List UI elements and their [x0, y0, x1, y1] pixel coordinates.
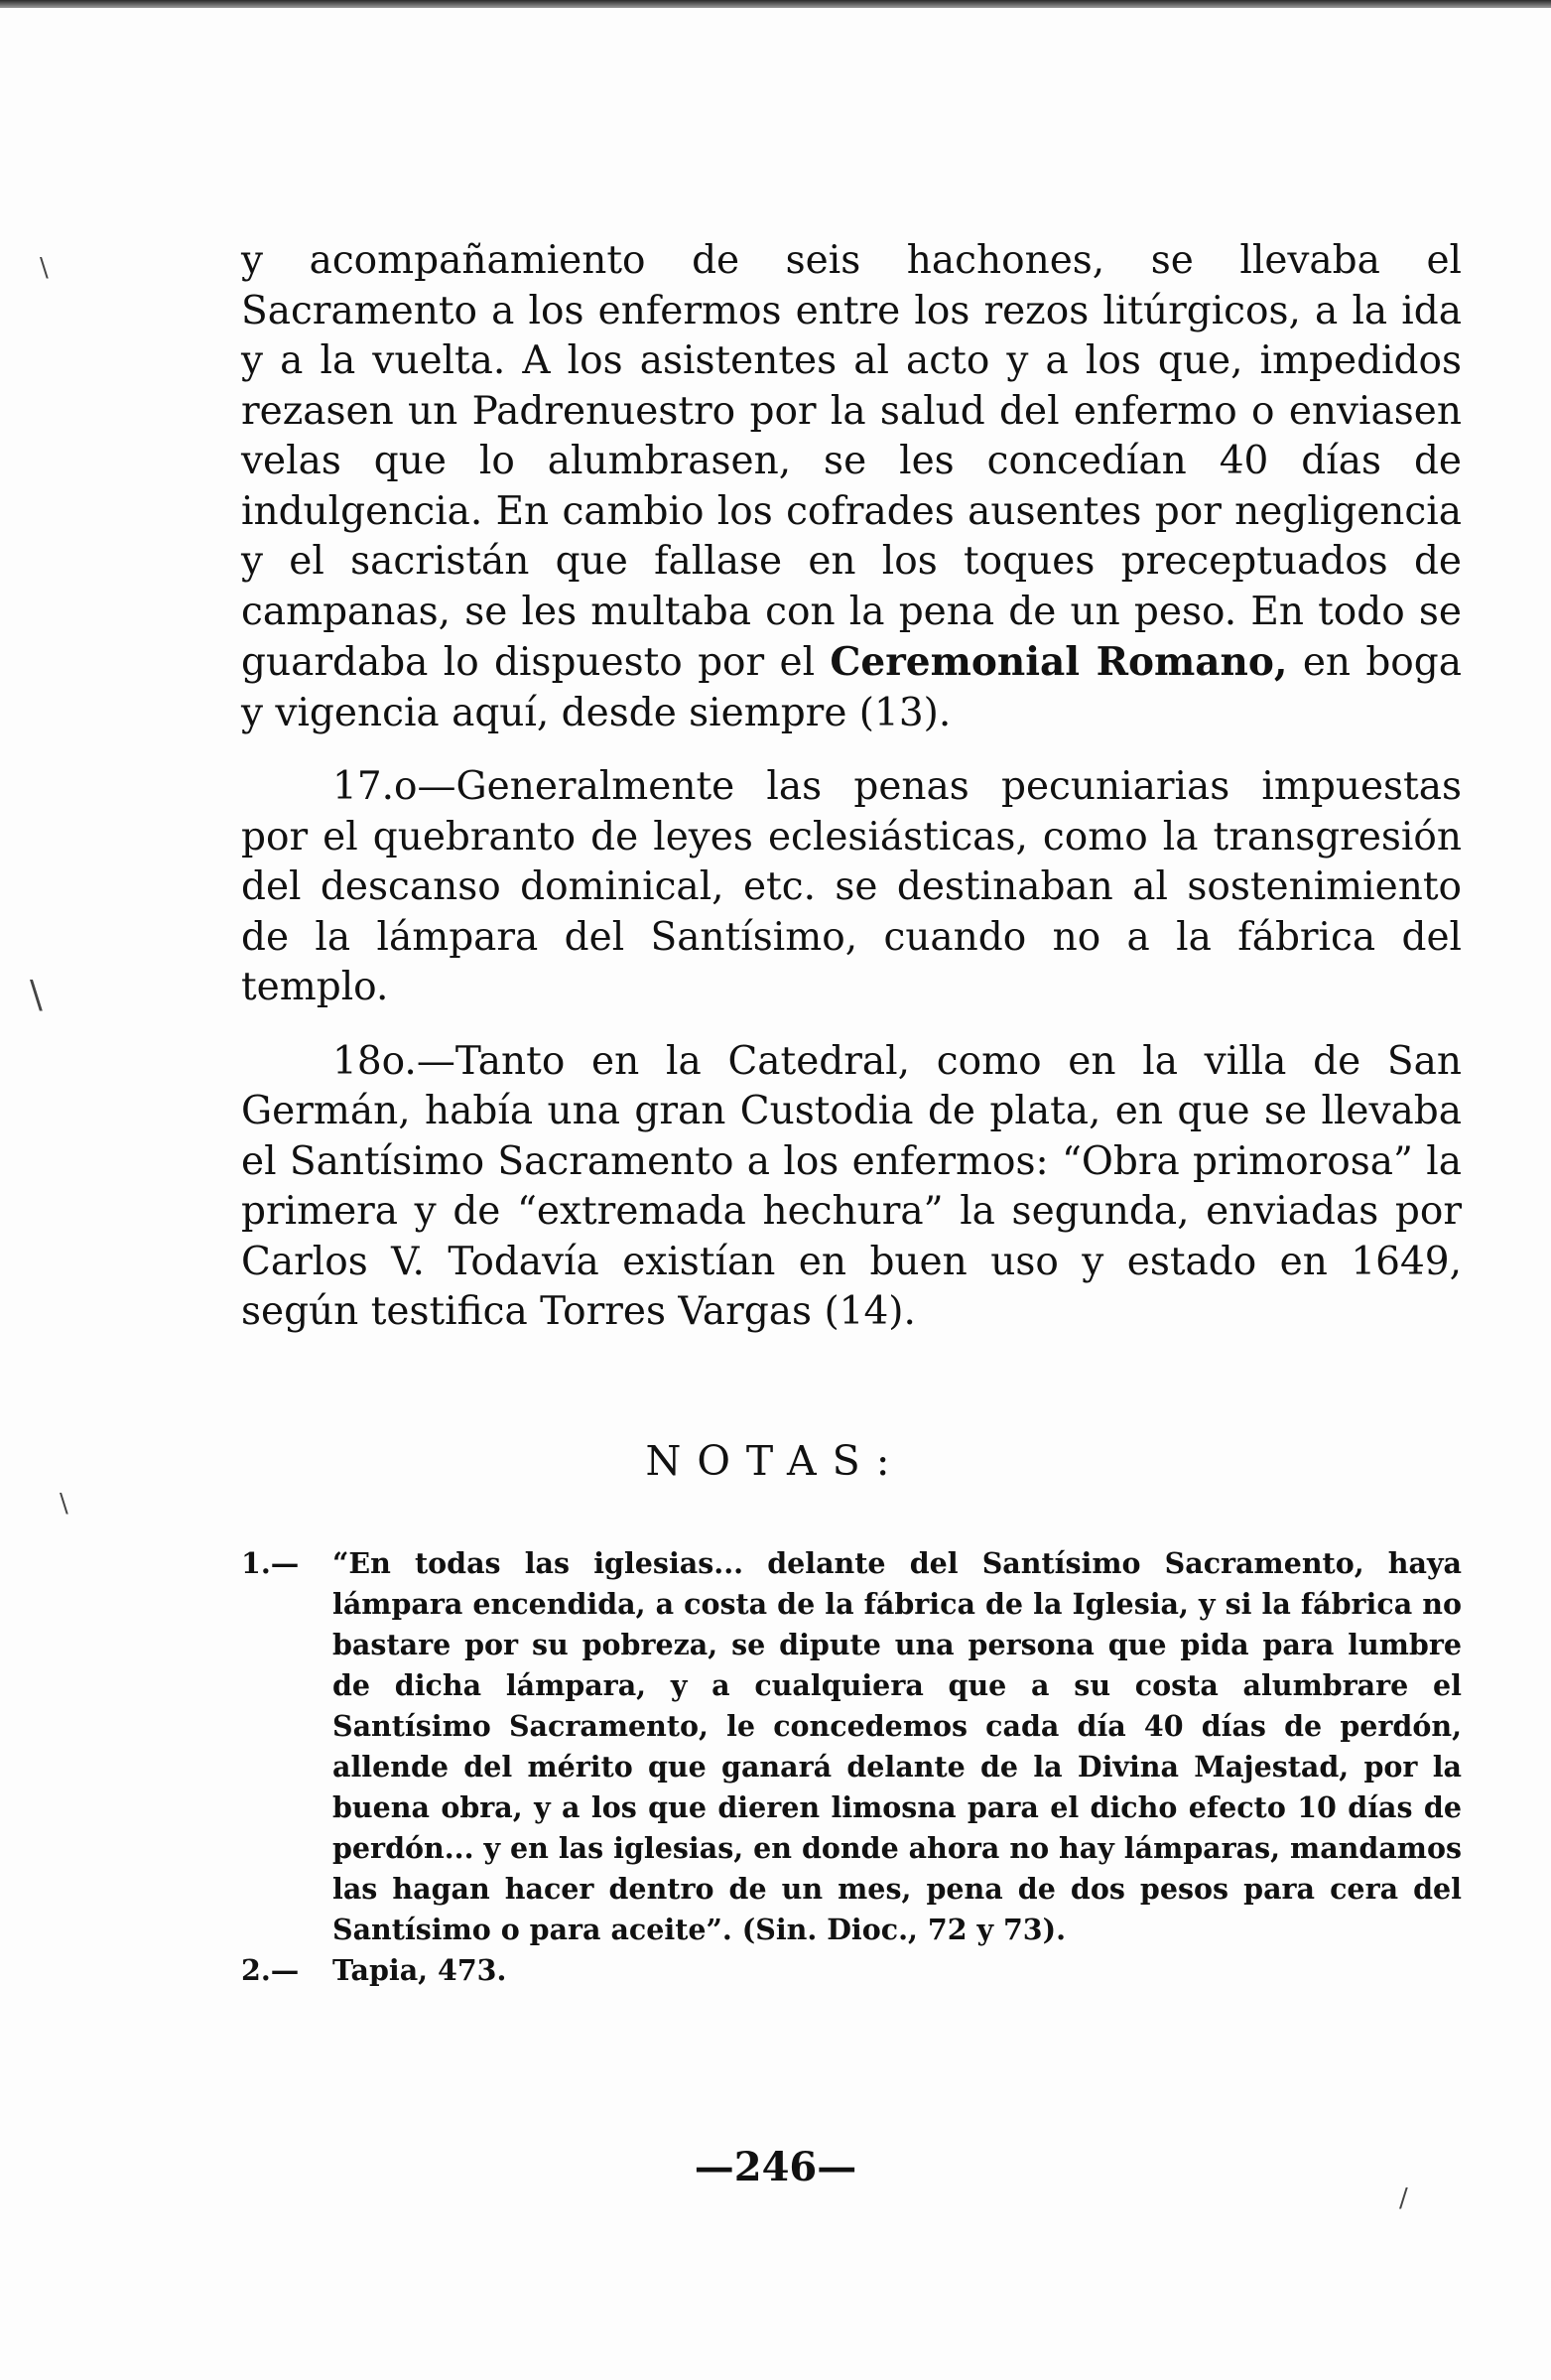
top-edge-shadow — [0, 0, 1551, 8]
scan-speck: \ — [40, 253, 49, 283]
scan-speck: / — [1399, 2183, 1408, 2213]
ceremonial-romano-title: Ceremonial Romano, — [830, 639, 1288, 685]
footnote-text: Tapia, 473. — [332, 1953, 507, 1987]
paragraph-17: 17.o—Generalmente las penas pecuniarias impuestas por el quebranto de leyes eclesiásticas, como la transgresión del descanso dominical, etc. se destinaban al sostenimiento de la lámpara del Santísimo, cuando no a la fábrica del templo. — [241, 764, 1462, 1009]
paragraph-18: 18o.—Tanto en la Catedral, como en la villa de San Germán, había una gran Custodia de plata, en que se llevaba el Santísimo Sacramento a los enfermos: “Obra primorosa” la primera y de “extremada hechura” la segunda, enviadas por Carlos V. Todavía existían en buen uso y estado en 1649, según testifica Torres Vargas (14). — [241, 1038, 1462, 1334]
scan-speck: \ — [30, 973, 43, 1016]
footnote-number: 2.— — [241, 1953, 300, 1987]
main-text — [241, 236, 1462, 1338]
footnote-text: “En todas las iglesias... delante del Santísimo Sacramento, haya lámpara encendida, a costa de la fábrica de la Iglesia, y si la fábrica no bastare por su pobreza, se dipute una persona que pida para lumbre de dicha lámpara, y a cualquiera que a su costa alumbrare el Santísimo Sacramento, le concedemos cada día 40 días de perdón, allende del mérito que ganará delante de la Divina Majestad, por la buena obra, y a los que dieren limosna para el dicho efecto 10 días de perdón... y en las iglesias, en donde ahora no hay lámparas, mandamos las hagan hacer dentro de un mes, pena de dos pesos para cera del Santísimo o para aceite”. (Sin. Dioc., 72 y 73). — [332, 1546, 1462, 1946]
footnote — [241, 1543, 1462, 1950]
paragraph-text-end: en boga y vigencia aquí, desde siempre (13). — [241, 640, 1463, 735]
paragraph-continuation — [241, 236, 1462, 738]
footnote-number: 1.— — [241, 1546, 300, 1580]
footnotes — [241, 1543, 1462, 1991]
page-number: —246— — [694, 2144, 857, 2190]
notes-heading: NOTAS: — [645, 1437, 906, 1485]
scan-speck: \ — [60, 1489, 68, 1519]
footnote — [241, 1950, 1462, 1991]
paragraph-text: y acompañamiento de seis hachones, se llevaba el Sacramento a los enfermos entre los rezos litúrgicos, a la ida y a la vuelta. A los asistentes al acto y a los que, impedidos rezasen un Padrenuestro por la salud del enfermo o enviasen velas que lo alumbrasen, se les concedían 40 días de indulgencia. En cambio los cofrades ausentes por negligencia y el sacristán que fallase en los toques preceptuados de campanas, se les multaba con la pena de un peso. En todo se guardaba lo dispuesto por el — [241, 238, 1462, 685]
